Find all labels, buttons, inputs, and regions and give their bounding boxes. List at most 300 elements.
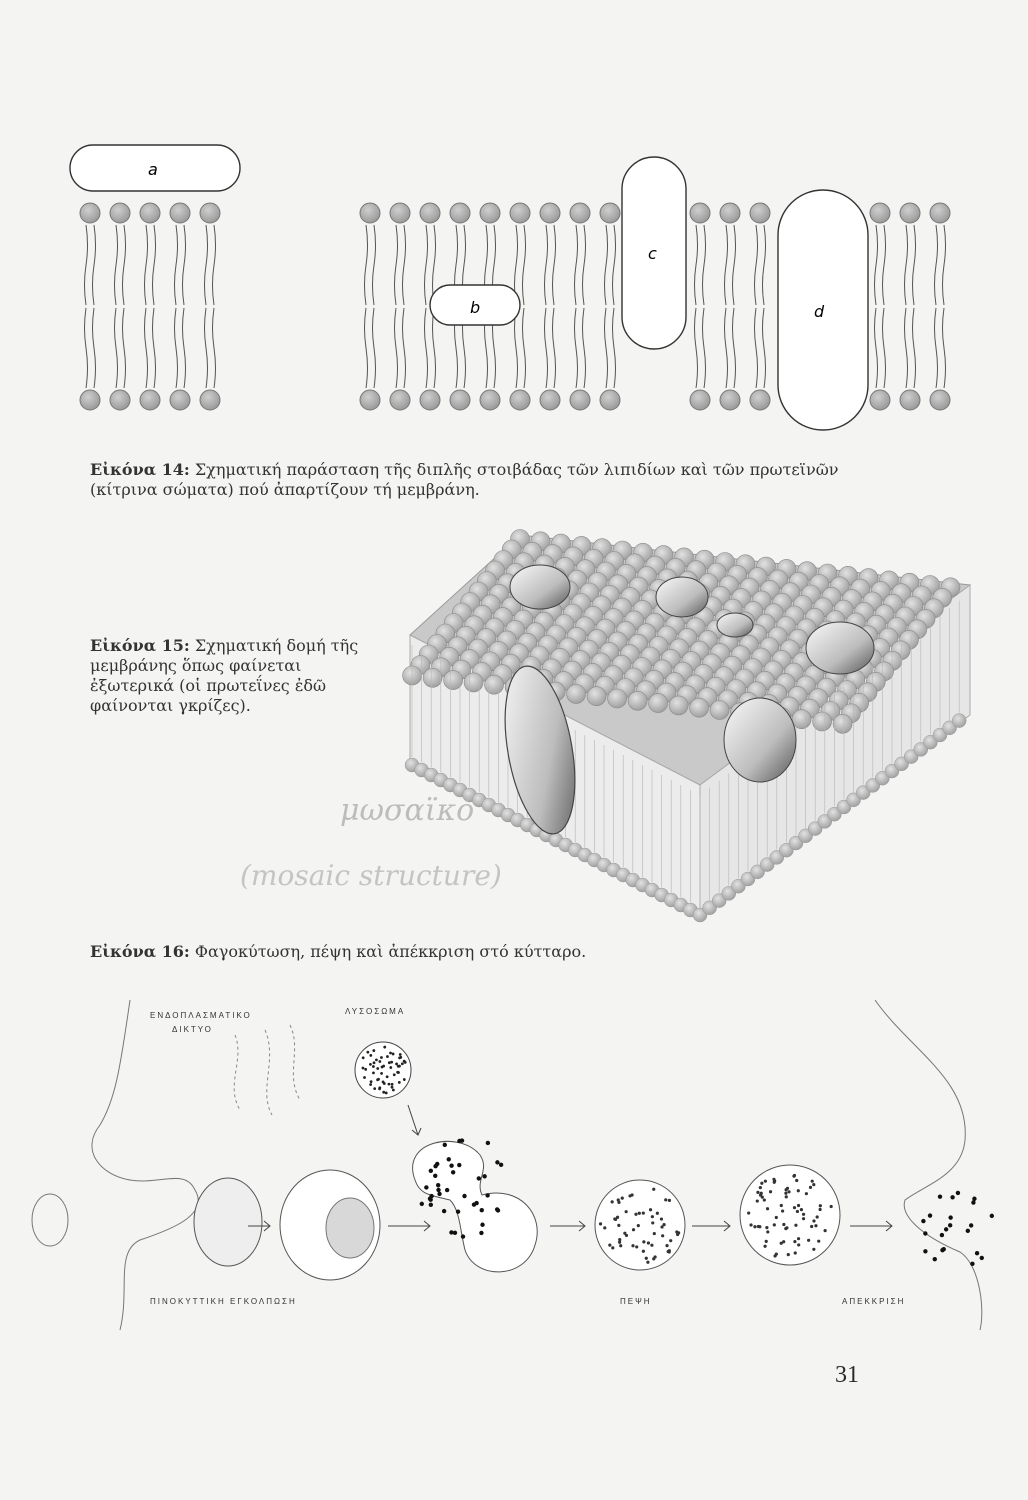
protein-a-label: a [148, 160, 158, 179]
granule [653, 1232, 656, 1235]
granule [642, 1240, 645, 1243]
granule [923, 1231, 927, 1235]
granule [628, 1194, 631, 1197]
granule [802, 1217, 805, 1220]
granule [364, 1068, 367, 1071]
protein-c-label: c [648, 244, 657, 263]
lipid-tail [205, 225, 208, 305]
granule [830, 1205, 833, 1208]
lipid-tail [523, 225, 526, 305]
arrow-lysosome-down [408, 1105, 421, 1135]
granule [461, 1234, 465, 1238]
lipid-tail [395, 308, 398, 388]
lipid-tail [123, 308, 126, 388]
granule [969, 1223, 973, 1227]
label-digestion: ΠΕΨΗ [620, 1297, 652, 1306]
granule [950, 1195, 954, 1199]
lipid-tail [913, 225, 916, 305]
granule [420, 1202, 424, 1206]
lipid-tail [935, 225, 938, 305]
granule [621, 1197, 624, 1200]
granule [747, 1211, 750, 1214]
granule [392, 1089, 395, 1092]
granule [668, 1249, 671, 1252]
granule [645, 1257, 648, 1260]
granule [477, 1176, 481, 1180]
granule [766, 1207, 769, 1210]
lipid-tail [85, 225, 88, 305]
granule [793, 1174, 796, 1177]
lipid-head-bottom [870, 390, 890, 410]
lipid-tail [523, 308, 526, 388]
lysosome [355, 1042, 411, 1098]
granule [499, 1163, 503, 1167]
granule [971, 1200, 975, 1204]
granule [453, 1231, 457, 1235]
granule [362, 1056, 365, 1059]
lipid-tail [403, 225, 406, 305]
granule [443, 1143, 447, 1147]
granule [611, 1200, 614, 1203]
granule [669, 1239, 672, 1242]
granule [761, 1196, 764, 1199]
granule [392, 1053, 395, 1056]
lipid-tail [703, 308, 706, 388]
granule [651, 1221, 654, 1224]
granule [638, 1212, 641, 1215]
granule [970, 1262, 974, 1266]
granule [429, 1169, 433, 1173]
lipid-head-top [540, 203, 560, 223]
granule [773, 1181, 776, 1184]
granule [814, 1224, 817, 1227]
lipid-tail [153, 225, 156, 305]
granule [436, 1183, 440, 1187]
granule [765, 1226, 768, 1229]
granule [390, 1061, 393, 1064]
granule [435, 1162, 439, 1166]
lipid-tail [545, 225, 548, 305]
lipid-tail [145, 308, 148, 388]
granule [382, 1065, 385, 1068]
lipid-tail [613, 225, 616, 305]
lipid-tail [575, 308, 578, 388]
granule [399, 1056, 402, 1059]
granule [482, 1174, 486, 1178]
granule [787, 1190, 790, 1193]
lipid-head [710, 701, 729, 720]
granule [661, 1234, 664, 1237]
granule [613, 1217, 616, 1220]
granule [990, 1214, 994, 1218]
granule [793, 1240, 796, 1243]
lipid-tail [583, 308, 586, 388]
figure-15-caption [90, 636, 390, 716]
granule [623, 1232, 626, 1235]
lipid-tail [725, 225, 728, 305]
granule [773, 1223, 776, 1226]
granule [797, 1189, 800, 1192]
granule [451, 1170, 455, 1174]
lipid-tail [85, 308, 88, 388]
granule [619, 1244, 622, 1247]
granule [810, 1225, 813, 1228]
granule [794, 1251, 797, 1254]
phagosome-content [326, 1198, 374, 1258]
granule [397, 1071, 400, 1074]
handwriting-mosaic-structure: (mosaic structure) [240, 859, 502, 892]
granule [824, 1229, 827, 1232]
granule [378, 1060, 381, 1063]
lipid-tail [373, 308, 376, 388]
lipid-tail [115, 225, 118, 305]
lipid-tail [213, 225, 216, 305]
granule [496, 1208, 500, 1212]
lipid-tail [433, 308, 436, 388]
lipid-tail [395, 225, 398, 305]
granule [773, 1254, 776, 1257]
lipid-tail [733, 225, 736, 305]
lipid-tail [213, 308, 216, 388]
lipid-tail [153, 308, 156, 388]
lipid-tail [425, 308, 428, 388]
granule [449, 1164, 453, 1168]
lipid-tail [403, 308, 406, 388]
granule [437, 1192, 441, 1196]
granule [625, 1210, 628, 1213]
lipid-head-top [570, 203, 590, 223]
lipid-tail [695, 308, 698, 388]
granule [375, 1058, 378, 1061]
lipid-head [690, 698, 709, 717]
lipid-head-top [390, 203, 410, 223]
lipid-head-bottom [600, 390, 620, 410]
label-endoplasmic-reticulum-2: ΔΙΚΤΥΟ [172, 1025, 213, 1034]
granule [816, 1215, 819, 1218]
lipid-head-bottom [720, 390, 740, 410]
granule [921, 1219, 925, 1223]
lipid-head-top [900, 203, 920, 223]
granule [391, 1083, 394, 1086]
granule [819, 1204, 822, 1207]
granule [631, 1244, 634, 1247]
lipid-tail [905, 225, 908, 305]
lipid-tail [575, 225, 578, 305]
lipid-tail [883, 225, 886, 305]
granule [933, 1257, 937, 1261]
excreted-particles [921, 1191, 994, 1266]
granule [618, 1238, 621, 1241]
granule [403, 1078, 406, 1081]
page-number: 31 [835, 1362, 859, 1388]
granule [760, 1192, 763, 1195]
granule [664, 1198, 667, 1201]
arrow-4 [692, 1221, 730, 1231]
granule [599, 1222, 602, 1225]
granule [398, 1081, 401, 1084]
label-excretion: ΑΠΕΚΚΡΙΣΗ [842, 1297, 906, 1306]
granule [480, 1223, 484, 1227]
granule [456, 1209, 460, 1213]
lipid-head-top [480, 203, 500, 223]
granule [765, 1240, 768, 1243]
granule [472, 1202, 476, 1206]
granule [378, 1087, 381, 1090]
granule [756, 1191, 759, 1194]
figure-14-caption-label: Εἰκόνα 14: [90, 460, 190, 479]
granule [447, 1157, 451, 1161]
granule [784, 1192, 787, 1195]
lipid-tail [545, 308, 548, 388]
granule [753, 1225, 756, 1228]
lipid-head-bottom [390, 390, 410, 410]
granule [369, 1063, 372, 1066]
pinocytic-vesicle [194, 1178, 262, 1266]
granule [793, 1206, 796, 1209]
lipid-head [423, 668, 442, 687]
lipid-tail [115, 308, 118, 388]
granule [363, 1076, 366, 1079]
granule [923, 1249, 927, 1253]
granule [389, 1066, 392, 1069]
lipid-tail [515, 308, 518, 388]
lipid-head [649, 694, 668, 713]
granule [944, 1227, 948, 1231]
digestion-vesicle-1 [595, 1180, 685, 1270]
granule [391, 1086, 394, 1089]
granule [942, 1247, 946, 1251]
granule [608, 1244, 611, 1247]
lipid-head [485, 675, 504, 694]
lipid-tail [365, 308, 368, 388]
lipid-tail [703, 225, 706, 305]
lipid-tail [875, 308, 878, 388]
granule [787, 1253, 790, 1256]
lipid-head [567, 684, 586, 703]
lipid-head-bottom [480, 390, 500, 410]
lipid-head-bottom [930, 390, 950, 410]
protein-top-left [510, 565, 570, 609]
lipid-head-bottom [570, 390, 590, 410]
lipid-tail [205, 308, 208, 388]
granule [386, 1055, 389, 1058]
lipid-head-bottom [170, 390, 190, 410]
protein-small-middle [717, 613, 753, 637]
lipid-head-bottom [140, 390, 160, 410]
figure-14-caption-text: Σχηματική παράσταση τῆς διπλῆς στοιβάδας τῶν λιπιδίων καὶ τῶν πρωτεϊνῶν (κίτρινα σώματα) πού ἀπαρτίζουν τή μεμβράνη. [90, 460, 839, 499]
granule [642, 1250, 645, 1253]
granule [759, 1186, 762, 1189]
granule [796, 1210, 799, 1213]
lipid-head-top [140, 203, 160, 223]
lipid-tail [365, 225, 368, 305]
granule [479, 1231, 483, 1235]
granule [649, 1208, 652, 1211]
granule [800, 1208, 803, 1211]
lipid-head [587, 687, 606, 706]
lipid-tail [733, 308, 736, 388]
granule [766, 1230, 769, 1233]
granule [781, 1209, 784, 1212]
granule [457, 1139, 461, 1143]
lipid-head-top [690, 203, 710, 223]
granule [376, 1067, 379, 1070]
granule [480, 1208, 484, 1212]
lipid-head [833, 714, 852, 733]
granule [380, 1072, 383, 1075]
granule [812, 1248, 815, 1251]
lipid-tail [725, 308, 728, 388]
granule [764, 1180, 767, 1183]
lipid-head-bottom [200, 390, 220, 410]
label-lysosome: ΛΥΣΟΣΩΜΑ [345, 1007, 406, 1016]
granule [817, 1240, 820, 1243]
figure-16-caption-text: Φαγοκύτωση, πέψη καὶ ἀπέκκριση στό κύτταρο. [194, 942, 587, 961]
lipid-head-bottom [900, 390, 920, 410]
granule [975, 1251, 979, 1255]
granule [369, 1054, 372, 1057]
figure-14-bilayer-diagram [60, 135, 970, 435]
granule [785, 1188, 788, 1191]
lipid-head-bottom [510, 390, 530, 410]
granule [372, 1071, 375, 1074]
granule [656, 1212, 659, 1215]
lipid-tail [875, 225, 878, 305]
endoplasmic-reticulum-drawing [234, 1025, 300, 1115]
lipid-head-bottom [450, 390, 470, 410]
granule [442, 1209, 446, 1213]
granule [495, 1160, 499, 1164]
lipid-tail [145, 225, 148, 305]
granule [485, 1193, 489, 1197]
lipid-head-bottom [80, 390, 100, 410]
granule [370, 1080, 373, 1083]
granule [775, 1216, 778, 1219]
granule [660, 1225, 663, 1228]
lipid-head [628, 691, 647, 710]
lipid-head-bottom [110, 390, 130, 410]
label-pinocytosis: ΠΙΝΟΚΥΤΤΙΚΗ ΕΓΚΟΛΠΩΣΗ [150, 1297, 297, 1306]
arrow-3 [550, 1221, 585, 1231]
lipid-head-top [510, 203, 530, 223]
lipid-tail [175, 225, 178, 305]
granule [948, 1215, 952, 1219]
lipid-tail [755, 308, 758, 388]
granule [646, 1261, 649, 1264]
lipid-head-top [170, 203, 190, 223]
lipid-tail [183, 225, 186, 305]
lipid-head-top [200, 203, 220, 223]
granule [380, 1056, 383, 1059]
granule [388, 1083, 391, 1086]
granule [635, 1245, 638, 1248]
granule [395, 1063, 398, 1066]
lipid-tail [883, 308, 886, 388]
lipid-tail [905, 308, 908, 388]
granule [819, 1208, 822, 1211]
granule [807, 1239, 810, 1242]
lipid-head-top [870, 203, 890, 223]
particle-outside [32, 1194, 68, 1246]
protein-center-cylinder [724, 698, 796, 782]
lipid-head-bottom [750, 390, 770, 410]
granule [782, 1240, 785, 1243]
granule [383, 1046, 386, 1049]
granule [393, 1073, 396, 1076]
cell-membrane-outline [92, 1000, 198, 1330]
granule [372, 1065, 375, 1068]
granule [634, 1213, 637, 1216]
granule [653, 1255, 656, 1258]
granule [812, 1183, 815, 1186]
figure-16-caption [90, 942, 790, 962]
granule [404, 1061, 407, 1064]
granule [369, 1083, 372, 1086]
lipid-head-lower [952, 714, 966, 728]
granule [805, 1192, 808, 1195]
lipid-head-bottom [540, 390, 560, 410]
arrow-2 [388, 1221, 430, 1231]
granule [398, 1065, 401, 1068]
granule [980, 1256, 984, 1260]
granule [763, 1198, 766, 1201]
handwriting-mosaic: μωσαϊκό [340, 793, 475, 828]
figure-15-membrane-3d [240, 525, 970, 920]
figure-15-caption-text: Σχηματική δομή τῆς μεμβράνης ὅπως φαίνεται ἐξωτερικά (οἱ πρωτεΐνες ἐδῶ φαίνονται γκρίζες). [90, 636, 359, 715]
granule [956, 1191, 960, 1195]
protein-right [806, 622, 874, 674]
lipid-tail [93, 308, 96, 388]
granule [782, 1223, 785, 1226]
granule [401, 1062, 404, 1065]
lipid-tail [763, 308, 766, 388]
figure-15-caption-label: Εἰκόνα 15: [90, 636, 190, 655]
granule [382, 1081, 385, 1084]
granule [385, 1092, 388, 1095]
lipid-tail [605, 225, 608, 305]
granule [603, 1226, 606, 1229]
lipid-tail [913, 308, 916, 388]
granule [650, 1244, 653, 1247]
lipid-head-bottom [690, 390, 710, 410]
figure-16-phagocytosis-diagram [20, 990, 1010, 1335]
lipid-head-top [720, 203, 740, 223]
granule [429, 1203, 433, 1207]
granule [785, 1195, 788, 1198]
lipid-tail [183, 308, 186, 388]
lipid-tail [583, 225, 586, 305]
granule [651, 1215, 654, 1218]
lipid-tail [755, 225, 758, 305]
lipid-head-top [420, 203, 440, 223]
granule [642, 1211, 645, 1214]
lipid-tail [605, 308, 608, 388]
lipid-tail [93, 225, 96, 305]
lipid-head-top [450, 203, 470, 223]
granule [797, 1204, 800, 1207]
granule [652, 1188, 655, 1191]
granule [377, 1078, 380, 1081]
granule [785, 1226, 788, 1229]
granule [677, 1231, 680, 1234]
granule [756, 1199, 759, 1202]
lipid-tail [553, 225, 556, 305]
lipid-head [464, 673, 483, 692]
granule [632, 1228, 635, 1231]
granule [772, 1178, 775, 1181]
lipid-head [608, 689, 627, 708]
granule [617, 1198, 620, 1201]
